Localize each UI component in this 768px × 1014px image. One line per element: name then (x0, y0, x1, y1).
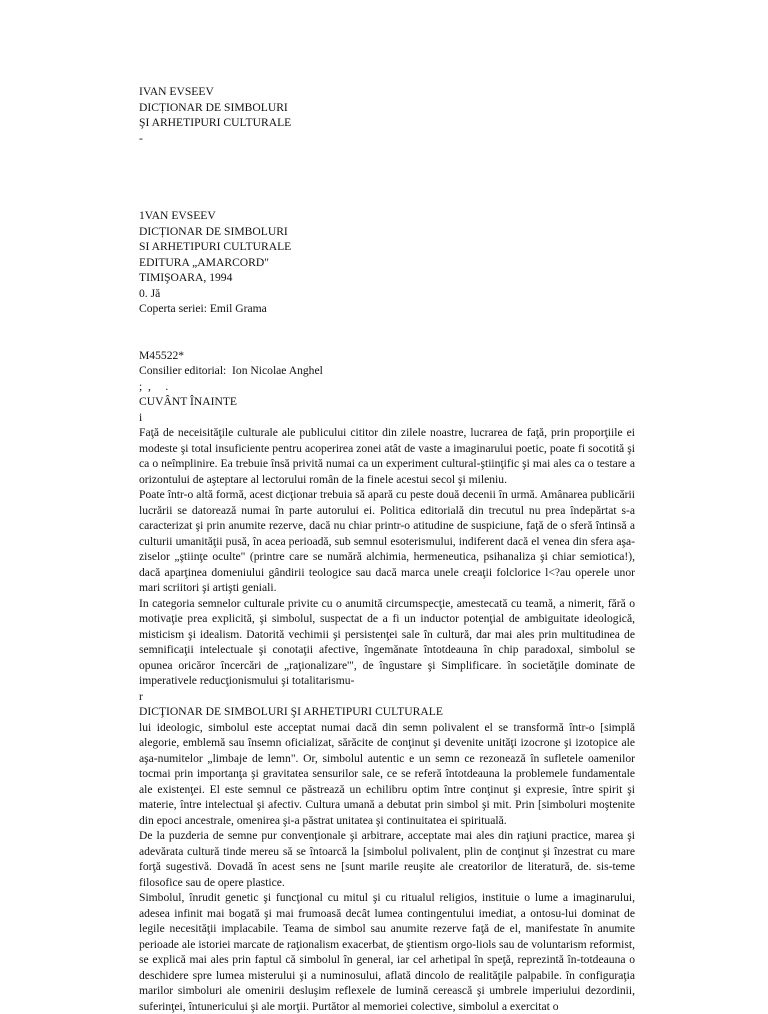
paragraph: Simbolul, înrudit genetic şi funcţional cu mitul şi cu ritualul religios, instituie o lume a imaginarului, adesea infinit mai bogată şi mai frumoasă decât lumea contingentului imediat, a ontosu-lui dominat de legile necesităţii implacabile. Teama de simbol sau anumite rezerve faţă de el, manifestate în anumite perioade ale istoriei marcate de raţionalism exacerbat, de ştientism orgo-liols sau de voluntarism reformist, se explică mai ales prin faptul că simbolul în general, iar cel arhetipal în speţă, reprezintă în-totdeauna o deschidere spre lumea misterului şi a numinosului, aflată dincolo de realităţile palpabile. în configuraţia marilor simboluri ale omenirii desluşim reflexele de lumină cerească şi umbrele imperiului dezordinii, suferinţei, întunericului şi ale morţii. Purtător al memoriei colective, simbolul a exercitat o (139, 891, 635, 1013)
spacer (139, 317, 635, 348)
title-line: 0. Jă (139, 286, 161, 300)
document-page (139, 84, 635, 1014)
header-line: IVAN EVSEEV (139, 85, 214, 98)
stray-mark: i (139, 410, 143, 424)
cover-credit-line: Coperta seriei: Emil Grama (139, 302, 267, 315)
paragraph: Faţă de neceisităţile culturale ale publicului cititor din zilele noastre, lucrarea de faţă, prin proporţiile ei modeste şi total insuficiente pentru acoperirea zonei atât de vaste a imaginarului poetic, poate fi socotită şi ca o neîmplinire. Ea trebuie însă privită numai ca un experiment cultural-ştiinţific şi mai ales ca o testare a orizontului de aşteptare al lectorului român de la finele acestui secol şi mileniu. (139, 426, 635, 486)
page-mark: r (139, 689, 143, 703)
paragraph: De la puzderia de semne pur convenţionale şi arbitrare, acceptate mai ales din raţiuni practice, marea şi adevărata cultură tinde mereu să se întoarcă la [simbolul polivalent, plin de conţinut şi înzestrat cu mare forţă sugestivă. Dovadă în acest sens ne [sunt marile reuşite ale creatorilor de literatură, de. sis-teme filosofice sau de opere plastice. (139, 829, 635, 889)
meta-block (139, 348, 635, 426)
section-heading: CUVÂNT ÎNAINTE (139, 395, 237, 408)
editorial-advisor: Consilier editorial: Ion Nicolae Anghel (139, 364, 323, 377)
header-line: DICȚIONAR DE SIMBOLURI (139, 100, 288, 114)
running-head: DICŢIONAR DE SIMBOLURI ŞI ARHETIPURI CULTURALE (139, 705, 443, 718)
header-line: ŞI ARHETIPURI CULTURALE (139, 116, 292, 129)
body-text (139, 425, 635, 1014)
header-block (139, 84, 635, 146)
catalog-number: M45522* (139, 348, 185, 362)
title-line: SI ARHETIPURI CULTURALE (139, 240, 292, 253)
publisher-line: EDITURA „AMARCORD" (139, 255, 270, 269)
spacer (139, 146, 635, 208)
stray-marks: ; , . (139, 379, 169, 393)
paragraph: In categoria semnelor culturale privite cu o anumită circumspecţie, amestecată cu teamă, a nimerit, fără o motivaţie prea explicită, şi simbolul, suspectat de a fi un inductor potenţial de ambiguitate ideologică, misticism şi idealism. Datorită vechimii şi persistenţei sale în cultură, dar mai ales prin multitudinea de semnificaţii intelectuale şi conotaţii afective, îngemănate întotdeauna în chip paradoxal, simbolul se opunea oricăror încercări de „raţionalizare'", de îngustare şi Simplificare. în societăţile dominate de imperativele reducţionismului şi totalitarismu- (139, 596, 635, 687)
header-line: - (139, 131, 143, 145)
paragraph: lui ideologic, simbolul este acceptat numai dacă din semn polivalent el se transformă într-o [simplă alegorie, emblemă sau însemn oficializat, sărăcite de conţinut şi devenite unităţi izocrone şi izotopice ale aşa-numitelor „limbaje de lemn". Or, simbolul autentic e un semn ce rezonează în sufletele oamenilor tocmai prin importanţa şi gravitatea sensurilor sale, ce se referă întotdeauna la problemele fundamentale ale existenţei. El este semnul ce păstrează un echilibru optim între conţinut şi expresie, între spirit şi materie, între intelectual şi afectiv. Cultura umană a debutat prin simbol şi mit. Prin [simboluri moştenite din epoci ancestrale, omenirea şi-a păstrat unitatea şi continuitatea ei spirituală. (139, 720, 635, 827)
paragraph: Poate într-o altă formă, acest dicţionar trebuia să apară cu peste două decenii în urmă. Amânarea publicării lucrării se datorează numai în parte autorului ei. Politica editorială din trecutul nu prea îndepărtat s-a caracterizat şi prin anumite rezerve, dacă nu chiar printr-o atitudine de suspiciune, faţă de o sferă întinsă a culturii umanităţii pusă, în acea perioadă, sub semnul esoterismului, indiferent dacă el venea din sfera aşa-ziselor „ştiinţe oculte" (printre care se numără alchimia, hermeneutica, psihanaliza şi chiar semiotica!), dacă aparţinea domeniului gândirii teologice sau dacă marca unele creaţii folclorice l<?au operele unor mari scriitori şi artişti geniali. (139, 488, 635, 594)
title-line: DICȚIONAR DE SIMBOLURI (139, 224, 288, 238)
title-line: 1VAN EVSEEV (139, 209, 216, 222)
title-block (139, 208, 635, 317)
place-year-line: TIMIŞOARA, 1994 (139, 271, 233, 284)
